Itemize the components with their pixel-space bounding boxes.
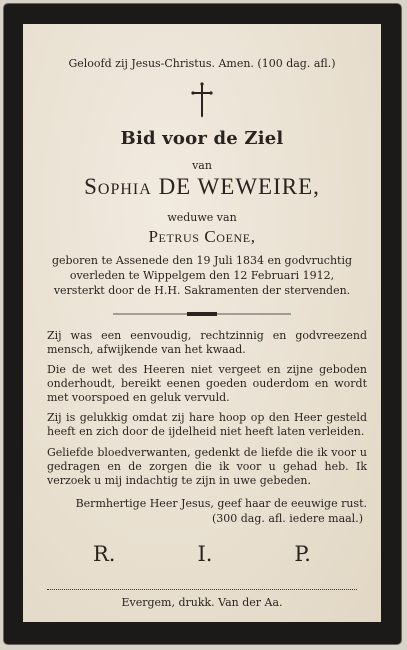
deceased-first-name: Sophia [84,174,152,199]
ornamental-divider [113,311,291,317]
bio-line: overleden te Wippelgem den 12 Februari 1912, [69,269,335,282]
deceased-last-name: DE WEWEIRE, [158,174,320,199]
memorial-card [4,4,401,644]
dotted-divider [47,589,357,590]
prayer-line: Bermhertige Heer Jesus, geef haar de eeuwige rust. [75,497,367,510]
rip-letter: R. [93,542,116,566]
card-paper [23,24,381,622]
bio-line: geboren te Assenede den 19 Juli 1834 en godvruchtig [51,254,353,267]
text-paragraph: Die de wet des Heeren niet vergeet en zijne geboden onderhoudt, bereikt eenen goeden ouderdom en wordt met voorspoed en geluk vervuld. [47,363,367,404]
invocation-line: Geloofd zij Jesus-Christus. Amen. (100 dag. afl.) [68,57,336,70]
widow-label: weduwe van [167,211,237,224]
van-label: van [192,159,212,172]
text-paragraph: Zij was een eenvoudig, rechtzinnig en godvreezend mensch, afwijkende van het kwaad. [47,329,367,356]
indulgence-line: (300 dag. afl. iedere maal.) [211,512,363,525]
bio-line: versterkt door de H.H. Sakramenten der stervenden. [53,284,351,297]
rip-letter: I. [197,542,213,566]
card-heading: Bid voor de Ziel [120,128,284,149]
deceased-name [23,174,381,200]
closing-prayer [47,496,367,526]
cross-icon [191,82,213,120]
rip-letter: P. [294,542,311,566]
rip-letters [93,542,311,566]
biography [23,253,381,298]
text-paragraph: Zij is gelukkig omdat zij hare hoop op den Heer gesteld heeft en zich door de ijdelheid niet heeft laten verleiden. [47,411,367,438]
husband-name: Petrus Coene, [148,227,256,246]
printer-credit: Evergem, drukk. Van der Aa. [121,596,283,609]
text-paragraph: Geliefde bloedverwanten, gedenkt de liefde die ik voor u gedragen en de zorgen die ik voor u gehad heb. Ik verzoek u mij indachtig te zijn in uwe gebeden. [47,446,367,487]
